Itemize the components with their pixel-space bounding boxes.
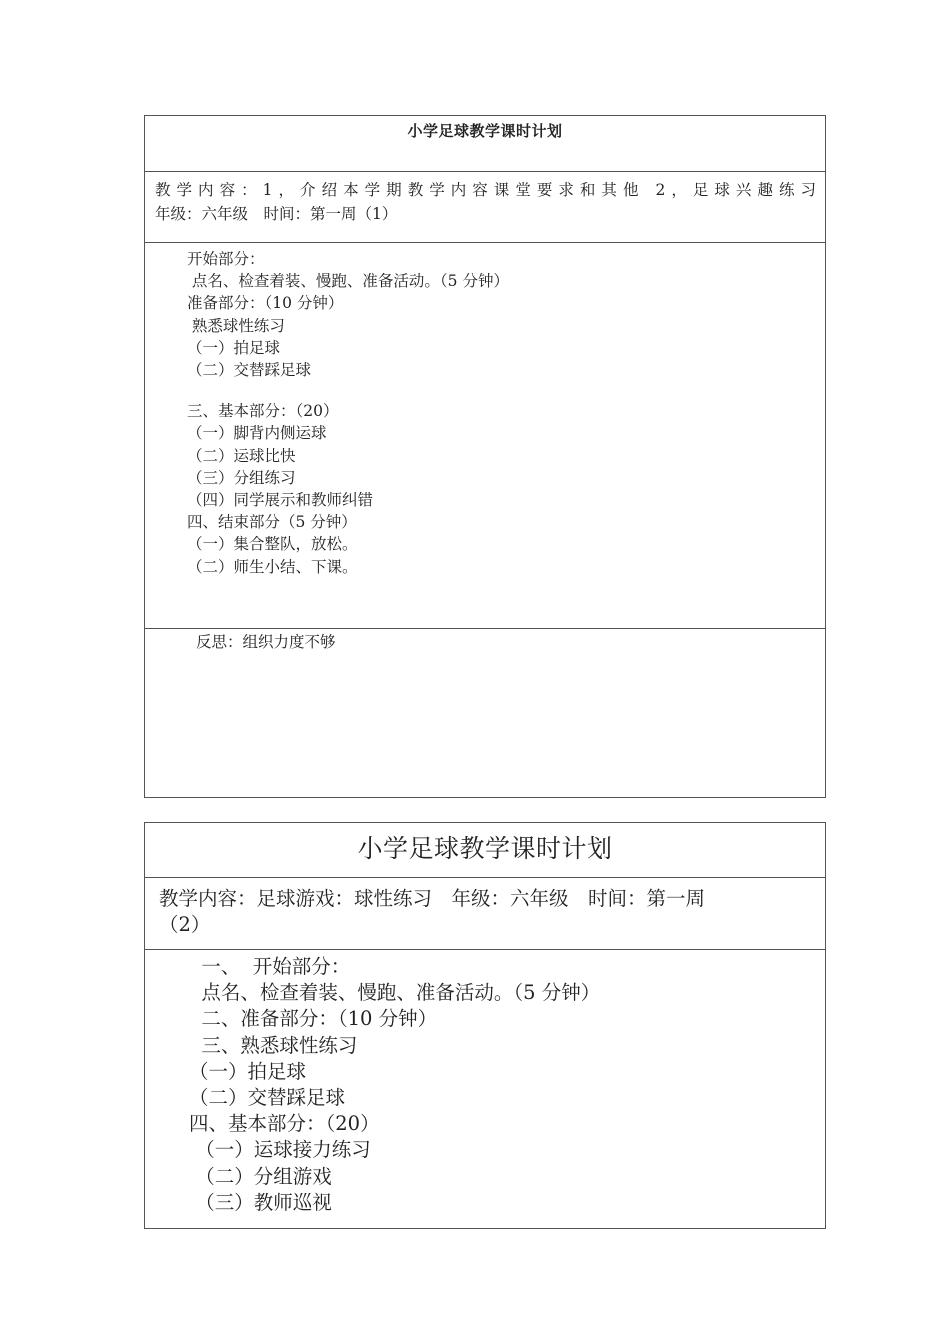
plan1-content-line: 教学内容：1，介绍本学期教学内容课堂要求和其他 2，足球兴趣练习 xyxy=(155,181,817,199)
lesson-plan-2 xyxy=(144,822,826,1229)
plan2-info-row xyxy=(145,878,825,950)
plan2-title: 小学足球教学课时计划 xyxy=(357,834,613,863)
plan2-line: （三）教师巡视 xyxy=(189,1190,332,1214)
plan1-procedure xyxy=(145,243,825,629)
plan1-line: 准备部分：（10 分钟） xyxy=(187,294,344,313)
plan1-reflection: 反思：组织力度不够 xyxy=(196,633,336,651)
lesson-plan-1 xyxy=(144,115,826,798)
plan1-line: （四）同学展示和教师纠错 xyxy=(187,491,374,510)
plan1-line: （一）集合整队，放松。 xyxy=(187,535,358,554)
plan2-title-row xyxy=(145,823,825,878)
plan2-line: （二）交替踩足球 xyxy=(189,1086,346,1110)
plan2-line: 四、基本部分：（20） xyxy=(189,1112,380,1136)
plan1-line: （一）拍足球 xyxy=(187,338,281,357)
spacer xyxy=(187,381,825,400)
plan2-line: 三、熟悉球性练习 xyxy=(189,1033,358,1057)
plan1-title: 小学足球教学课时计划 xyxy=(407,122,563,140)
plan1-line: 熟悉球性练习 xyxy=(187,316,285,335)
plan1-line: （一）脚背内侧运球 xyxy=(187,424,327,443)
plan1-info-row xyxy=(145,172,825,243)
plan1-line: （二）运球比快 xyxy=(187,446,296,465)
plan1-line: 开始部分： xyxy=(187,250,265,268)
plan2-content-line: 教学内容：足球游戏：球性练习 年级：六年级 时间：第一周 xyxy=(159,887,706,910)
plan1-reflection-row xyxy=(145,629,825,797)
plan1-title-row xyxy=(145,116,825,172)
plan1-line: （三）分组练习 xyxy=(187,468,296,487)
plan2-line: （一）运球接力练习 xyxy=(189,1138,371,1162)
plan1-line: 点名、检查着装、慢跑、准备活动。（5 分钟） xyxy=(187,272,509,291)
plan2-line: （二）分组游戏 xyxy=(189,1164,332,1188)
plan1-line: （二）交替踩足球 xyxy=(187,361,312,380)
plan2-line: 点名、检查着装、慢跑、准备活动。（5 分钟） xyxy=(189,981,601,1005)
plan2-week-line: （2） xyxy=(159,913,211,936)
plan1-line: （二）师生小结、下课。 xyxy=(187,557,358,576)
plan1-line: 四、结束部分（5 分钟） xyxy=(187,513,357,532)
plan2-line: 二、准备部分：（10 分钟） xyxy=(189,1007,438,1031)
plan2-procedure xyxy=(145,950,825,1216)
plan2-line: 一、 开始部分： xyxy=(189,955,351,978)
plan1-grade-time-line: 年级：六年级 时间：第一周（1） xyxy=(155,205,398,223)
plan2-line: （一）拍足球 xyxy=(189,1059,307,1083)
plan1-line: 三、基本部分：（20） xyxy=(187,402,339,421)
